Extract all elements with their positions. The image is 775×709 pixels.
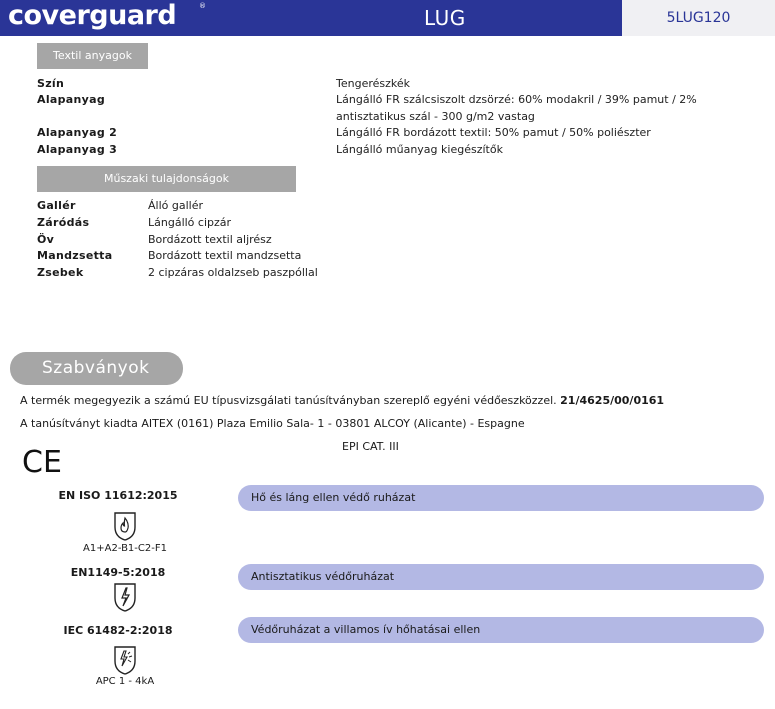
lightning-shield-icon	[113, 582, 137, 612]
textil-label-szin: Szín	[37, 77, 65, 90]
textil-value-alapanyag-line2: antisztatikus szál - 300 g/m2 vastag	[336, 110, 535, 123]
textil-label-alapanyag2: Alapanyag 2	[37, 126, 118, 139]
section-muszaki-title: Műszaki tulajdonságok	[37, 166, 296, 192]
issuer-statement: A tanúsítványt kiadta AITEX (0161) Plaza Emilio Sala- 1 - 03801 ALCOY (Alicante) - Espagne	[20, 417, 525, 430]
epi-category: EPI CAT. III	[342, 440, 399, 453]
certificate-number: 21/4625/00/0161	[560, 394, 665, 407]
brand-logo: coverguard	[8, 0, 177, 31]
muszaki-label-ov: Öv	[37, 233, 55, 246]
header	[0, 0, 775, 36]
standard-code-1: A1+A2-B1-C2-F1	[83, 543, 167, 554]
muszaki-value-mandzsetta: Bordázott textil mandzsetta	[148, 249, 302, 262]
muszaki-value-ov: Bordázott textil aljrész	[148, 233, 272, 246]
flame-shield-icon	[113, 511, 137, 541]
textil-value-szin: Tengerészkék	[336, 77, 411, 90]
standard-name-3: IEC 61482-2:2018	[63, 624, 173, 637]
muszaki-label-zarodas: Záródás	[37, 216, 90, 229]
ce-mark: CE	[22, 445, 62, 480]
textil-label-alapanyag: Alapanyag	[37, 93, 106, 106]
certification-statement-text: A termék megegyezik a számú EU típusvizsgálati tanúsítványban szereplő egyéni védőeszközzel.	[20, 394, 557, 407]
standard-description-2: Antisztatikus védőruházat	[238, 564, 764, 590]
standard-description-3: Védőruházat a villamos ív hőhatásai ellen	[238, 617, 764, 643]
section-standards-title: Szabványok	[10, 352, 183, 385]
standard-name-1: EN ISO 11612:2015	[58, 489, 178, 502]
textil-value-alapanyag3: Lángálló műanyag kiegészítők	[336, 143, 503, 156]
textil-value-alapanyag: Lángálló FR szálcsiszolt dzsörzé: 60% modakril / 39% pamut / 2%	[336, 93, 697, 106]
muszaki-value-galler: Álló gallér	[148, 199, 203, 212]
certification-statement	[20, 394, 664, 407]
product-name: LUG	[424, 6, 466, 30]
muszaki-value-zarodas: Lángálló cipzár	[148, 216, 232, 229]
brand-bar	[0, 0, 622, 36]
muszaki-label-mandzsetta: Mandzsetta	[37, 249, 113, 262]
section-textil-title: Textil anyagok	[37, 43, 148, 69]
standard-name-2: EN1149-5:2018	[70, 566, 166, 579]
standard-description-1: Hő és láng ellen védő ruházat	[238, 485, 764, 511]
muszaki-value-zsebek: 2 cipzáras oldalzseb paszpóllal	[148, 266, 318, 279]
standard-code-3: APC 1 - 4kA	[95, 676, 155, 687]
muszaki-label-galler: Gallér	[37, 199, 76, 212]
registered-mark: ®	[199, 2, 206, 10]
arc-shield-icon	[113, 645, 137, 675]
textil-value-alapanyag2: Lángálló FR bordázott textil: 50% pamut / 50% poliészter	[336, 126, 651, 139]
muszaki-label-zsebek: Zsebek	[37, 266, 84, 279]
product-code: 5LUG120	[622, 0, 775, 36]
textil-label-alapanyag3: Alapanyag 3	[37, 143, 118, 156]
